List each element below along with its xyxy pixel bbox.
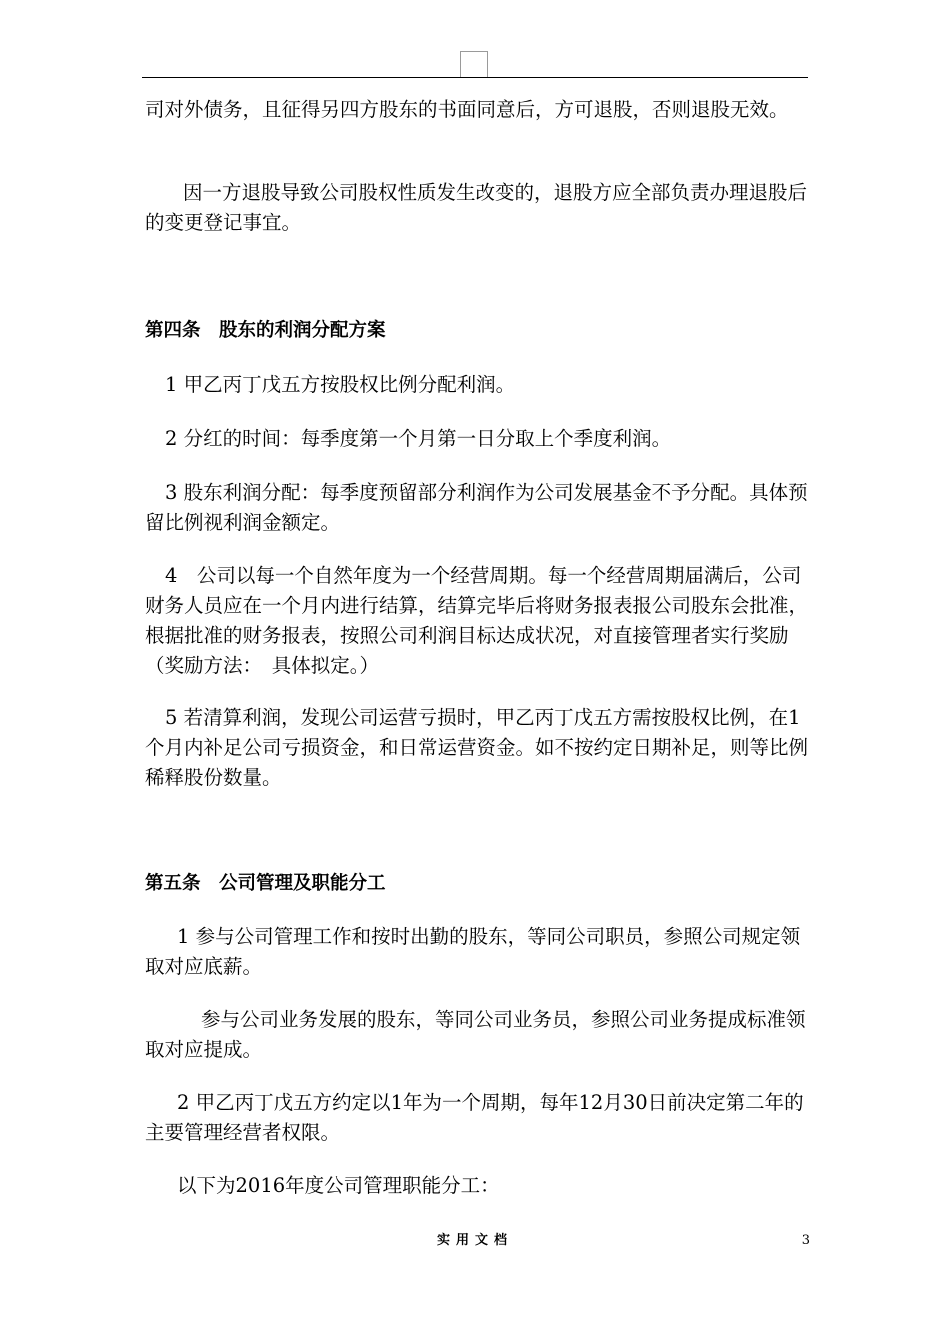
article-four-item-1: 1 甲乙丙丁戊五方按股权比例分配利润。 <box>165 373 516 396</box>
article-five-item-2: 2 甲乙丙丁戊五方约定以1年为一个周期，每年12月30日前决定第二年的主要管理经营者权限。 <box>145 1091 804 1144</box>
article-four-item-3: 3 股东利润分配：每季度预留部分利润作为公司发展基金不予分配。具体预留比例视利润金额定。 <box>145 481 808 534</box>
article-four-item-4: 4 公司以每一个自然年度为一个经营周期。每一个经营周期届满后，公司财务人员应在一个月内进行结算，结算完毕后将财务报表报公司股东会批准，根据批准的财务报表，按照公司利润目标达成状况，对直接管理者实行奖励（奖励方法： 具体拟定。） <box>145 564 809 677</box>
header-rule <box>142 77 808 78</box>
header-marker-box <box>460 51 488 77</box>
footer-label: 实用文档 <box>436 1233 513 1248</box>
paragraph-withdrawal-conditions: 司对外债务，且征得另四方股东的书面同意后，方可退股，否则退股无效。 <box>145 98 789 121</box>
article-four-item-5: 5 若清算利润，发现公司运营亏损时，甲乙丙丁戊五方需按股权比例，在1个月内补足公司亏损资金，和日常运营资金。如不按约定日期补足，则等比例稀释股份数量。 <box>145 706 809 789</box>
article-four-heading: 第四条 股东的利润分配方案 <box>145 320 386 341</box>
article-four-item-2: 2 分红的时间：每季度第一个月第一日分取上个季度利润。 <box>165 427 672 450</box>
article-five-item-1: 1 参与公司管理工作和按时出勤的股东，等同公司职员，参照公司规定领取对应底薪。 <box>145 925 801 978</box>
article-five-heading: 第五条 公司管理及职能分工 <box>145 873 386 894</box>
page-number: 3 <box>801 1233 810 1248</box>
article-five-item-1-continued: 参与公司业务发展的股东，等同公司业务员，参照公司业务提成标准领取对应提成。 <box>145 1008 806 1061</box>
article-five-division-intro: 以下为2016年度公司管理职能分工： <box>177 1174 500 1197</box>
paragraph-withdrawal-registration: 因一方退股导致公司股权性质发生改变的，退股方应全部负责办理退股后的变更登记事宜。 <box>145 181 808 234</box>
